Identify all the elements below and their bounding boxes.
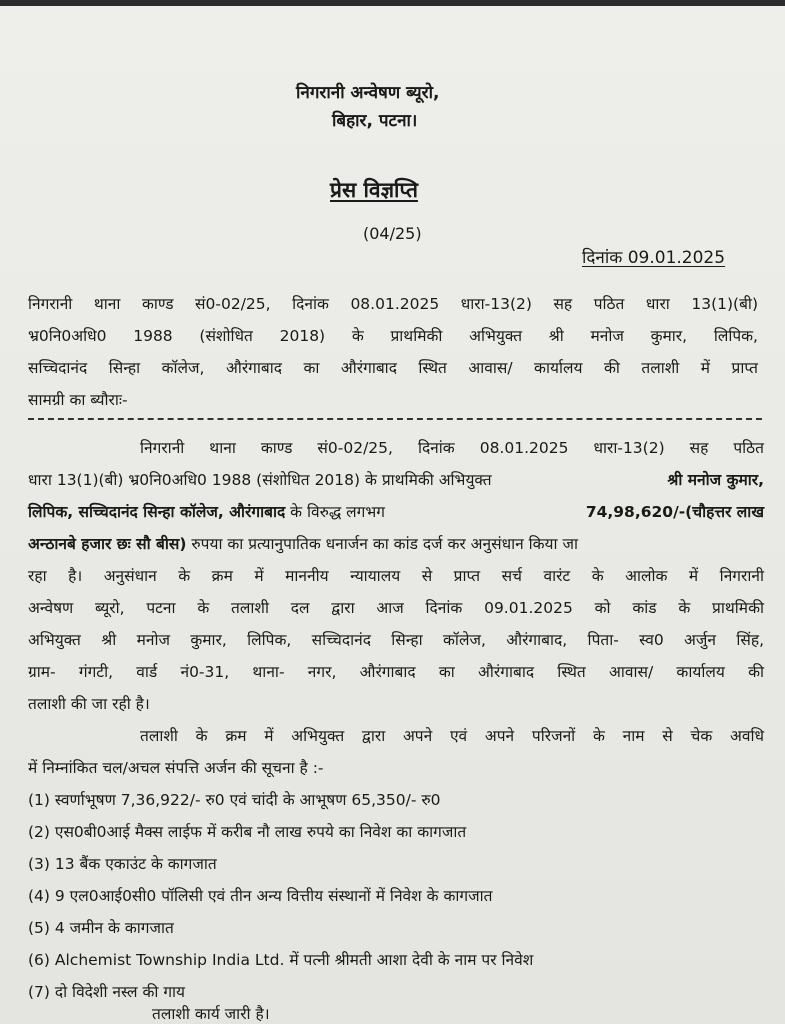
body-line-4-text: रुपया का प्रत्यानुपातिक धनार्जन का कांड दर्ज कर अनुसंधान किया जा (186, 535, 579, 553)
subject-line-4: सामग्री का ब्यौराः- (28, 391, 128, 409)
release-date: दिनांक 09.01.2025 (582, 248, 726, 268)
amount-figure: 74,98,620/-(चौहत्तर लाख (585, 503, 764, 521)
list-item: (4) 9 एल0आई0सी0 पॉलिसी एवं तीन अन्य वित्तीय संस्थानों में निवेश के कागजात (28, 887, 493, 905)
body-line-11: में निम्नांकित चल/अचल संपत्ति अर्जन की सूचना है :- (28, 759, 324, 777)
closing-note: तलाशी कार्य जारी है। (152, 1005, 270, 1023)
body-line-8: ग्राम- गंगटी, वार्ड नं0-31, थाना- नगर, औरंगाबाद का औरंगाबाद स्थित आवास/ कार्यालय की (28, 663, 764, 681)
list-item: (3) 13 बैंक एकाउंट के कागजात (28, 855, 217, 873)
body-line-4 (28, 534, 764, 554)
list-item: (7) दो विदेशी नस्ल की गाय (28, 983, 186, 1001)
org-name: निगरानी अन्वेषण ब्यूरो, (296, 83, 440, 103)
separator (28, 418, 762, 420)
list-item: (6) Alchemist Township India Ltd. में पत्नी श्रीमती आशा देवी के नाम पर निवेश (28, 951, 534, 969)
subject-line-2: भ्र0नि0अधि0 1988 (संशोधित 2018) के प्राथमिकी अभियुक्त श्री मनोज कुमार, लिपिक, (28, 327, 758, 345)
accused-name: श्री मनोज कुमार, (667, 471, 764, 489)
press-release-document (0, 6, 785, 1024)
body-line-7: अभियुक्त श्री मनोज कुमार, लिपिक, सच्चिदानंद सिन्हा कॉलेज, औरंगाबाद, पिता- स्व0 अर्जुन सिंह, (28, 631, 764, 649)
body-line-2-text: धारा 13(1)(बी) भ्र0नि0अधि0 1988 (संशोधित 2018) के प्राथमिकी अभियुक्त (28, 471, 492, 489)
amount-words: अन्ठानबे हजार छः सौ बीस) (28, 535, 187, 553)
body-line-3 (28, 502, 764, 522)
body-line-9: तलाशी की जा रही है। (28, 695, 150, 713)
body-line-1: निगरानी थाना काण्ड सं0-02/25, दिनांक 08.01.2025 धारा-13(2) सह पठित (140, 439, 764, 457)
body-line-5: रहा है। अनुसंधान के क्रम में माननीय न्यायालय से प्राप्त सर्च वारंट के आलोक में निगरानी (28, 567, 764, 585)
body-line-10: तलाशी के क्रम में अभियुक्त द्वारा अपने एवं अपने परिजनों के नाम से चेक अवधि (140, 727, 764, 745)
release-number: (04/25) (363, 224, 422, 243)
body-line-6: अन्वेषण ब्यूरो, पटना के तलाशी दल द्वारा आज दिनांक 09.01.2025 को कांड के प्राथमिकी (28, 599, 764, 617)
accused-designation: लिपिक, सच्चिदानंद सिन्हा कॉलेज, औरंगाबाद (28, 503, 286, 521)
list-item: (2) एस0बी0आई मैक्स लाईफ में करीब नौ लाख रुपये का निवेश का कागजात (28, 823, 467, 841)
page-title: प्रेस विज्ञप्ति (330, 178, 418, 202)
body-line-3-text: के विरुद्ध लगभग (285, 503, 390, 521)
list-item: (1) स्वर्णाभूषण 7,36,922/- रु0 एवं चांदी के आभूषण 65,350/- रु0 (28, 791, 441, 809)
subject-line-3: सच्चिदानंद सिन्हा कॉलेज, औरंगाबाद का औरंगाबाद स्थित आवास/ कार्यालय की तलाशी में प्राप्त (28, 359, 758, 377)
list-item: (5) 4 जमीन के कागजात (28, 919, 174, 937)
subject-line-1: निगरानी थाना काण्ड सं0-02/25, दिनांक 08.01.2025 धारा-13(2) सह पठित धारा 13(1)(बी) (28, 295, 758, 313)
body-line-2 (28, 470, 764, 490)
org-location: बिहार, पटना। (332, 111, 418, 131)
